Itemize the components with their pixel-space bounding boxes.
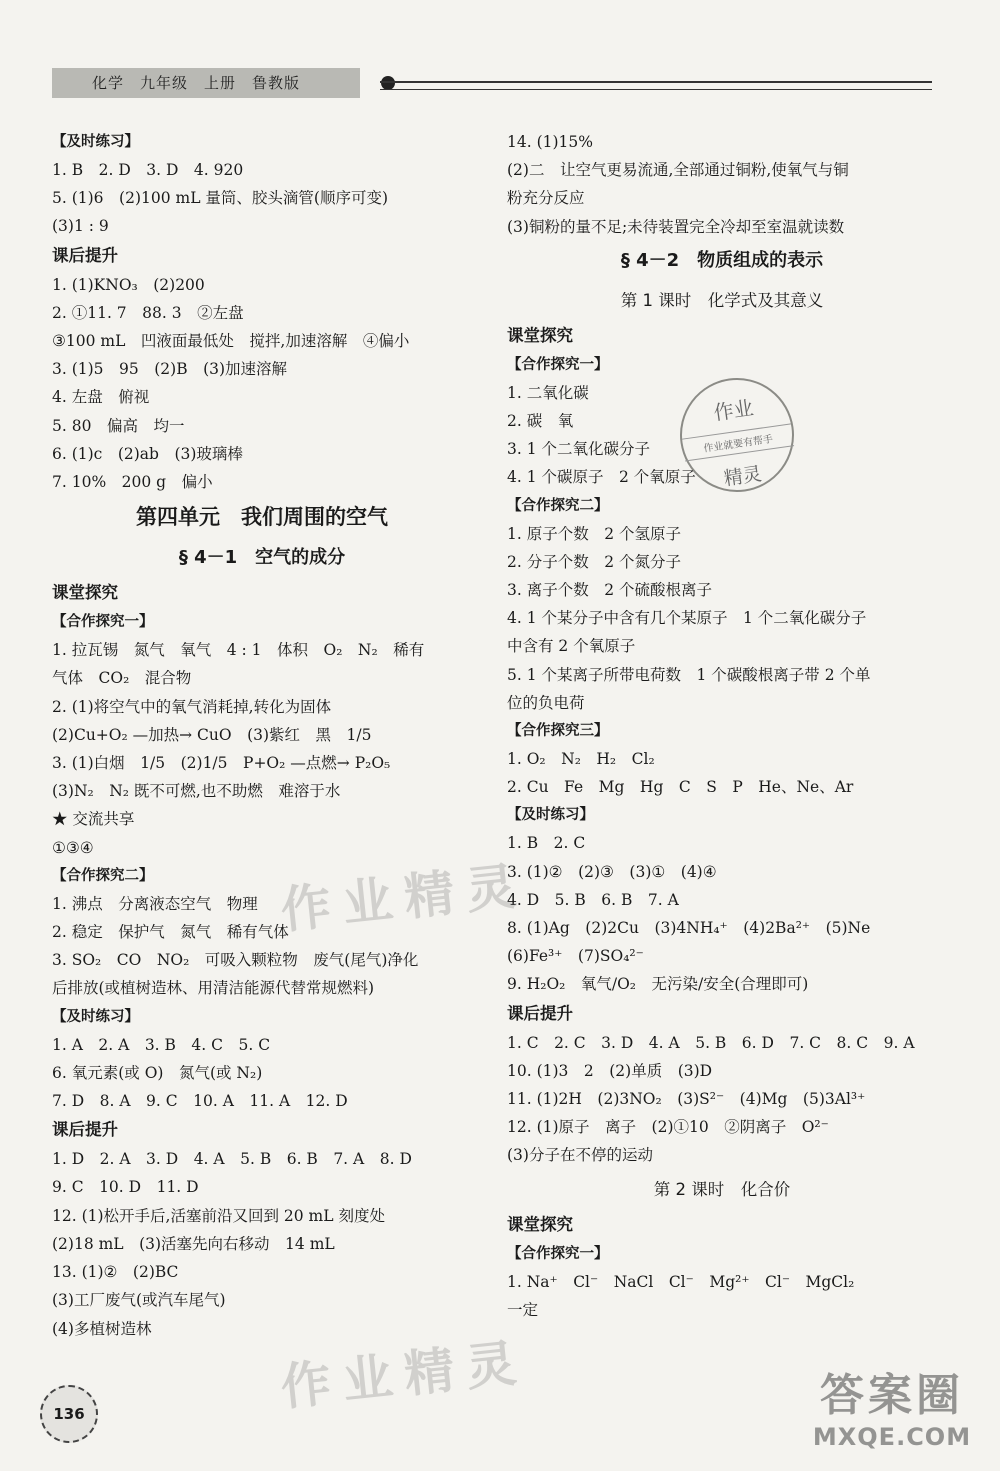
answer-line: (6)Fe³⁺ (7)SO₄²⁻ <box>507 947 644 966</box>
subsection-label: 【合作探究一】 <box>507 1245 609 1262</box>
section-heading: 课后提升 <box>507 1003 573 1023</box>
answer-line: 气体 CO₂ 混合物 <box>52 669 192 688</box>
right-answer-column <box>507 128 937 1324</box>
period-title: 第 1 课时 化学式及其意义 <box>620 290 824 310</box>
answer-line: 11. (1)2H (2)3NO₂ (3)S²⁻ (4)Mg (5)3Al³⁺ <box>507 1090 866 1109</box>
section-heading: 课堂探究 <box>507 325 573 345</box>
answer-line: 1. 二氧化碳 <box>507 383 589 402</box>
answer-line: 3. (1)白烟 1/5 (2)1/5 P+O₂ —点燃→ P₂O₅ <box>52 754 391 773</box>
answer-line: (3)1 : 9 <box>52 217 109 236</box>
answer-line: 1. 拉瓦锡 氮气 氧气 4 : 1 体积 O₂ N₂ 稀有 <box>52 641 425 660</box>
answer-line: 2. (1)将空气中的氧气消耗掉,转化为固体 <box>52 697 332 716</box>
answer-line: 1. B 2. D 3. D 4. 920 <box>52 161 244 179</box>
answer-line: 4. 1 个碳原子 2 个氧原子 <box>507 468 696 487</box>
answer-line: (4)多植树造林 <box>52 1319 152 1338</box>
corner-logo-url: MXQE.COM <box>812 1423 972 1451</box>
answer-line: 2. Cu Fe Mg Hg C S P He、Ne、Ar <box>507 778 854 797</box>
corner-logo-text: 答案圈 <box>820 1370 964 1421</box>
answer-line: 3. 离子个数 2 个硫酸根离子 <box>507 581 713 600</box>
section-heading: 课堂探究 <box>52 583 118 603</box>
answer-line: 4. 左盘 俯视 <box>52 388 150 407</box>
subsection-label: 【合作探究二】 <box>507 497 609 514</box>
answer-line: 12. (1)原子 离子 (2)①10 ②阴离子 O²⁻ <box>507 1118 829 1137</box>
answer-line: 2. ①11. 7 88. 3 ②左盘 <box>52 303 244 322</box>
answer-line: 4. 1 个某分子中含有几个某原子 1 个二氧化碳分子 <box>507 609 867 628</box>
answer-line: 10. (1)3 2 (2)单质 (3)D <box>507 1061 713 1080</box>
answer-line: 1. 沸点 分离液态空气 物理 <box>52 894 258 913</box>
subsection-label: 【合作探究二】 <box>52 867 154 884</box>
answer-line: ③100 mL 凹液面最低处 搅拌,加速溶解 ④偏小 <box>52 332 410 351</box>
answer-line: (3)铜粉的量不足;未待装置完全冷却至室温就读数 <box>507 217 845 236</box>
answer-line: 8. (1)Ag (2)2Cu (3)4NH₄⁺ (4)2Ba²⁺ (5)Ne <box>507 919 871 938</box>
subsection-label: 【合作探究三】 <box>507 723 609 740</box>
answer-line: 13. (1)② (2)BC <box>52 1263 179 1282</box>
answer-line: ①③④ <box>52 838 94 857</box>
answer-line: 6. 氧元素(或 O) 氮气(或 N₂) <box>52 1063 263 1082</box>
answer-line: (2)Cu+O₂ —加热→ CuO (3)紫红 黑 1/5 <box>52 725 372 744</box>
answer-line: 后排放(或植树造林、用清洁能源代替常规燃料) <box>52 979 375 998</box>
header-rule <box>380 81 932 90</box>
book-header-title: 化学 九年级 上册 鲁教版 <box>52 68 360 98</box>
answer-line: 中含有 2 个氧原子 <box>507 637 636 656</box>
subsection-label: 【合作探究一】 <box>52 614 154 631</box>
answer-line: (3)N₂ N₂ 既不可燃,也不助燃 难溶于水 <box>52 782 341 801</box>
stamp-bottom-text: 精灵 <box>722 463 764 491</box>
answer-line: 2. 稳定 保护气 氮气 稀有气体 <box>52 923 289 942</box>
answer-line: 1. O₂ N₂ H₂ Cl₂ <box>507 750 655 769</box>
answer-line: 14. (1)15% <box>507 133 593 151</box>
answer-line: 12. (1)松开手后,活塞前沿又回到 20 mL 刻度处 <box>52 1206 385 1225</box>
subsection-label: 【合作探究一】 <box>507 356 609 373</box>
answer-line: 6. (1)c (2)ab (3)玻璃棒 <box>52 444 243 463</box>
answer-line: 5. 80 偏高 均一 <box>52 416 185 435</box>
stamp-top-text: 作业 <box>712 395 755 425</box>
section-heading: 课后提升 <box>52 1120 118 1140</box>
page-number-badge: 136 <box>40 1385 98 1443</box>
watermark-2: 作业精灵 <box>278 1333 531 1417</box>
answer-line: 1. 原子个数 2 个氢原子 <box>507 524 682 543</box>
section-heading: 课后提升 <box>52 245 118 265</box>
section-heading: 课堂探究 <box>507 1214 573 1234</box>
period-title: 第 2 课时 化合价 <box>653 1179 791 1199</box>
answer-line: (2)18 mL (3)活塞先向右移动 14 mL <box>52 1234 335 1253</box>
answer-line: (3)工厂废气(或汽车尾气) <box>52 1291 226 1310</box>
answer-line: 4. D 5. B 6. B 7. A <box>507 890 679 909</box>
corner-site-logo <box>802 1359 982 1449</box>
answer-line: 2. 碳 氧 <box>507 412 574 431</box>
subsection-label: 【及时练习】 <box>507 807 594 824</box>
answer-line: (2)二 让空气更易流通,全部通过铜粉,使氧气与铜 <box>507 161 849 180</box>
answer-line: 3. (1)5 95 (2)B (3)加速溶解 <box>52 360 288 379</box>
subsection-label: 【及时练习】 <box>52 134 139 150</box>
answer-line: (3)分子在不停的运动 <box>507 1146 653 1165</box>
stamp-middle-text: 作业就要有帮手 <box>682 423 794 461</box>
lesson-title: § 4－2 物质组成的表示 <box>620 249 824 271</box>
answer-line: 9. C 10. D 11. D <box>52 1178 199 1197</box>
answer-line: 粉充分反应 <box>507 189 585 208</box>
answer-line: 1. D 2. A 3. D 4. A 5. B 6. B 7. A 8. D <box>52 1150 412 1169</box>
answer-line: 1. B 2. C <box>507 834 586 853</box>
answer-line: 3. (1)② (2)③ (3)① (4)④ <box>507 862 717 881</box>
unit-title: 第四单元 我们周围的空气 <box>136 505 388 530</box>
answer-line: 位的负电荷 <box>507 693 585 712</box>
left-answer-column <box>52 128 472 1343</box>
watermark-1: 作业精灵 <box>278 856 531 940</box>
answer-line: 3. SO₂ CO NO₂ 可吸入颗粒物 废气(尾气)净化 <box>52 951 419 970</box>
answer-line: 7. 10% 200 g 偏小 <box>52 473 213 492</box>
subsection-label: 【及时练习】 <box>52 1008 139 1025</box>
lesson-title: § 4－1 空气的成分 <box>178 547 346 569</box>
answer-line: 1. Na⁺ Cl⁻ NaCl Cl⁻ Mg²⁺ Cl⁻ MgCl₂ <box>507 1272 855 1291</box>
answer-line: 5. (1)6 (2)100 mL 量筒、胶头滴管(顺序可变) <box>52 189 389 208</box>
answer-line: 1. A 2. A 3. B 4. C 5. C <box>52 1035 271 1054</box>
answer-line: 7. D 8. A 9. C 10. A 11. A 12. D <box>52 1092 348 1111</box>
answer-line: 一定 <box>507 1300 539 1319</box>
answer-line: 3. 1 个二氧化碳分子 <box>507 440 651 459</box>
answer-line: 1. C 2. C 3. D 4. A 5. B 6. D 7. C 8. C 9. A <box>507 1033 915 1052</box>
answer-line: ★ 交流共享 <box>52 810 135 829</box>
answer-line: 5. 1 个某离子所带电荷数 1 个碳酸根离子带 2 个单 <box>507 665 871 684</box>
answer-line: 1. (1)KNO₃ (2)200 <box>52 275 205 294</box>
answer-line: 9. H₂O₂ 氧气/O₂ 无污染/安全(合理即可) <box>507 975 809 994</box>
answer-line: 2. 分子个数 2 个氮分子 <box>507 552 682 571</box>
